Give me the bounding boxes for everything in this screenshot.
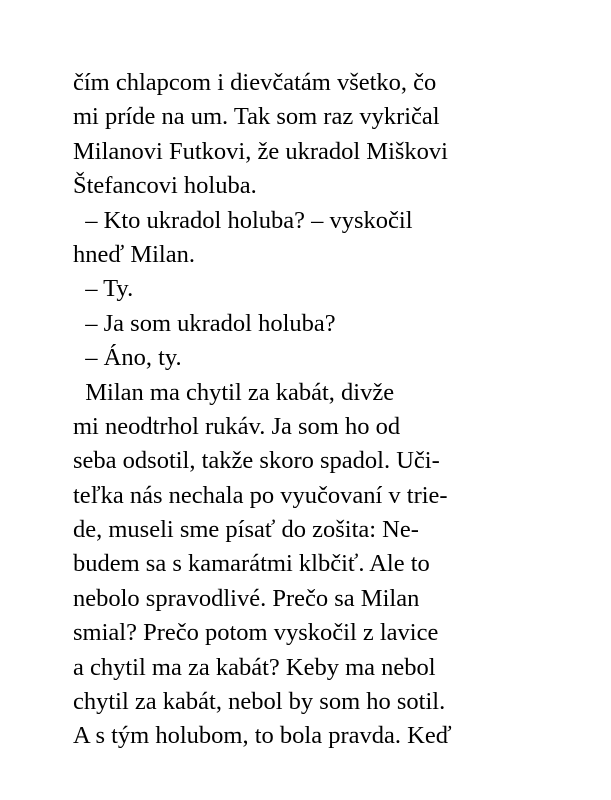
text-line: teľka nás nechala po vyučovaní v trie- [73,481,448,509]
text-line: a chytil ma za kabát? Keby ma nebol [73,653,436,681]
dialogue-line: – Ja som ukradol holuba? [73,309,336,337]
text-line: A s tým holubom, to bola pravda. Keď [73,722,452,750]
text-line: mi neodtrhol rukáv. Ja som ho od [73,412,401,440]
body-text [73,66,543,754]
text-line: čím chlapcom i dievčatám všetko, čo [73,69,437,96]
dialogue-line: – Áno, ty. [73,344,182,372]
dialogue-line: – Ty. [73,275,134,303]
text-line: seba odsotil, takže skoro spadol. Uči- [73,447,440,475]
text-line: chytil za kabát, nebol by som ho sotil. [73,688,446,716]
text-line: Milanovi Futkovi, že ukradol Miškovi [73,137,448,165]
dialogue-line: – Kto ukradol holuba? – vyskočil [73,206,413,234]
text-line: hneď Milan. [73,240,195,268]
text-line: Štefancovi holuba. [73,172,257,200]
text-line: nebolo spravodlivé. Prečo sa Milan [73,584,420,612]
text-line: mi príde na um. Tak som raz vykričal [73,103,440,131]
text-line: budem sa s kamarátmi klbčiť. Ale to [73,550,430,578]
text-line: de, museli sme písať do zošita: Ne- [73,516,419,544]
text-line: smial? Prečo potom vyskočil z lavice [73,619,439,647]
paragraph-start-line: Milan ma chytil za kabát, divže [73,378,395,406]
